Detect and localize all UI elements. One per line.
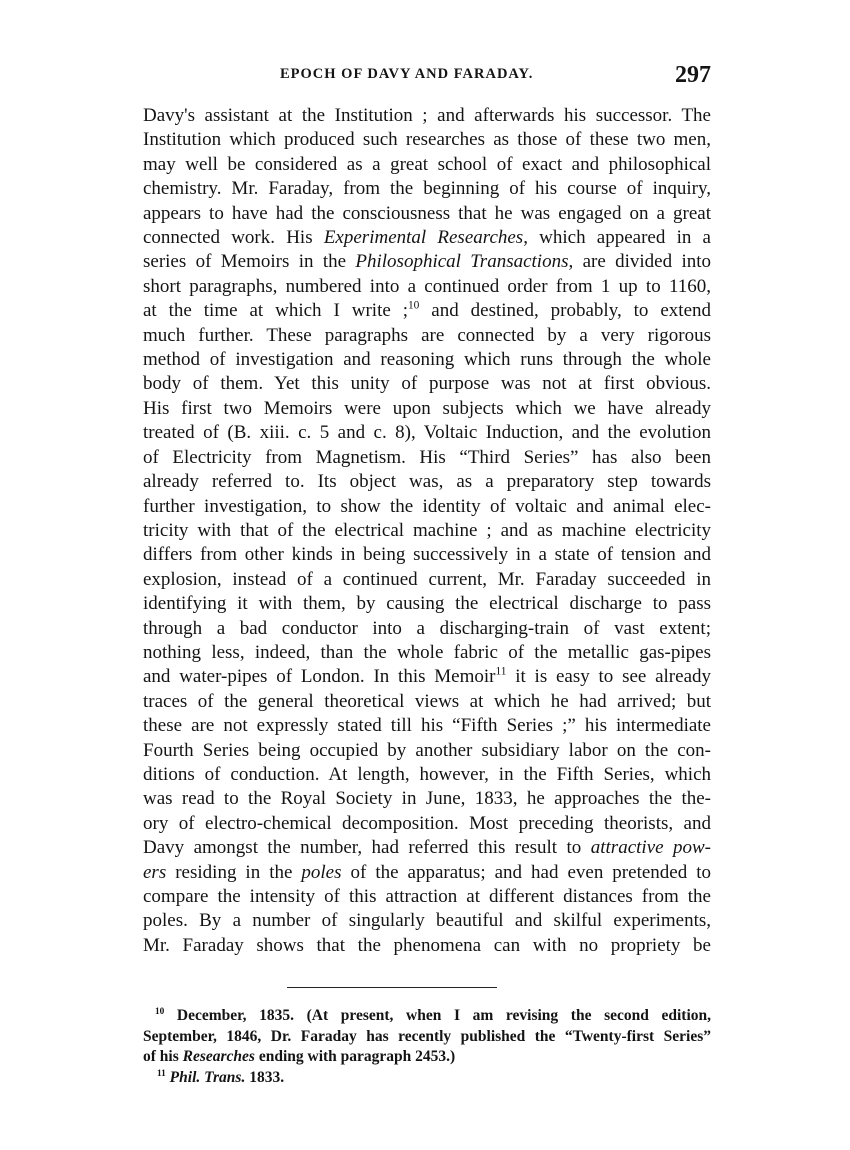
text-line: series of Memoirs in the Philosophical Transactions, are divided into (143, 251, 711, 273)
running-title: EPOCH OF DAVY AND FARADAY. (280, 66, 534, 82)
italic-title: Philosophical Transactions (355, 251, 569, 273)
footnote-marker: 10 (155, 1006, 165, 1017)
italic-phrase: attractive pow- (590, 837, 712, 859)
text-line: explosion, instead of a continued current, Mr. Faraday succeeded in (143, 568, 711, 590)
text-line: differs from other kinds in being successively in a state of tension and (143, 544, 711, 566)
footnote-line (143, 1068, 711, 1089)
text-line: chemistry. Mr. Faraday, from the beginning of his course of inquiry, (143, 178, 711, 200)
text-line: already referred to. Its object was, as a preparatory step towards (143, 471, 711, 493)
text-line: much further. These paragraphs are connected by a very rigorous (143, 324, 711, 346)
footnote-ref: 11 (495, 666, 507, 679)
text-line: short paragraphs, numbered into a continued order from 1 up to 1160, (143, 275, 711, 297)
text-line: tricity with that of the electrical machine ; and as machine electricity (143, 519, 711, 541)
text-line: through a bad conductor into a discharging-train of vast extent; (143, 617, 711, 639)
text-line: and water-pipes of London. In this Memoir$^{11}$ it is easy to see already (143, 666, 712, 688)
footnote-line (143, 1006, 711, 1027)
text-line: appears to have had the consciousness that he was engaged on a great (143, 202, 711, 224)
text-line: method of investigation and reasoning which runs through the whole (143, 349, 711, 371)
text-line: these are not expressly stated till his “Fifth Series ;” his intermediate (143, 715, 711, 737)
italic-phrase: ers (143, 861, 167, 883)
italic-title: Experimental Researches (323, 227, 524, 249)
footnote-line: September, 1846, Dr. Faraday has recently published the “Twenty-first Series” (143, 1027, 711, 1045)
text-line: Davy's assistant at the Institution ; and afterwards his successor. The (143, 105, 711, 126)
footnote-text: 1833. (249, 1068, 285, 1086)
footnote-text: of his (143, 1048, 179, 1065)
footnote-text: ending with paragraph 2453.) (258, 1048, 456, 1065)
text-line: may well be considered as a great school of exact and philosophical (143, 153, 711, 175)
text-line: traces of the general theoretical views at which he had arrived; but (143, 690, 711, 712)
footnote-marker: 11 (157, 1068, 166, 1079)
footnote-line (143, 1047, 711, 1068)
text-line: poles. By a number of singularly beautiful and skilful experiments, (143, 910, 711, 932)
footnote-text: December, 1835. (At present, when I am revising the second edition, (176, 1007, 711, 1024)
text-line: ers residing in the poles of the apparatus; and had even pretended to (143, 861, 711, 883)
text-line: treated of (B. xiii. c. 5 and c. 8), Voltaic Induction, and the evolution (143, 422, 711, 444)
text-line: further investigation, to show the identity of voltaic and animal elec- (143, 495, 711, 517)
text-line: of Electricity from Magnetism. His “Third Series” has also been (143, 446, 711, 468)
text-line: body of them. Yet this unity of purpose was not at first obvious. (143, 373, 711, 395)
text-line: His first two Memoirs were upon subjects which we have already (143, 397, 711, 419)
page-number: 297 (675, 62, 711, 88)
text-line: Mr. Faraday shows that the phenomena can with no propriety be (143, 934, 711, 956)
italic-title: Researches (182, 1048, 255, 1065)
text-line: at the time at which I write ;$^{10}$ and destined, probably, to extend (143, 299, 711, 322)
text-line: connected work. His Experimental Researches, which appeared in a (143, 227, 711, 249)
text-line: was read to the Royal Society in June, 1833, he approaches the the- (143, 788, 711, 810)
italic-word: poles (301, 861, 342, 883)
footnotes (143, 1006, 711, 1088)
text-line: ory of electro-chemical decomposition. Most preceding theorists, and (143, 812, 711, 834)
text-line: ditions of conduction. At length, however, in the Fifth Series, which (143, 763, 711, 785)
text-line: Davy amongst the number, had referred this result to attractive pow- (143, 837, 712, 859)
footnote-ref: 10 (407, 299, 420, 312)
page-header (143, 62, 711, 92)
text-line: identifying it with them, by causing the electrical discharge to pass (143, 593, 711, 615)
italic-title: Phil. Trans. (169, 1068, 246, 1086)
text-line: compare the intensity of this attraction at different distances from the (143, 886, 711, 907)
text-line: Fourth Series being occupied by another subsidiary labor on the con- (143, 739, 711, 761)
body-text (143, 104, 711, 958)
footnote-rule (287, 987, 497, 988)
text-line: Institution which produced such researches as those of these two men, (143, 129, 711, 151)
text-line: nothing less, indeed, than the whole fabric of the metallic gas-pipes (143, 641, 711, 663)
